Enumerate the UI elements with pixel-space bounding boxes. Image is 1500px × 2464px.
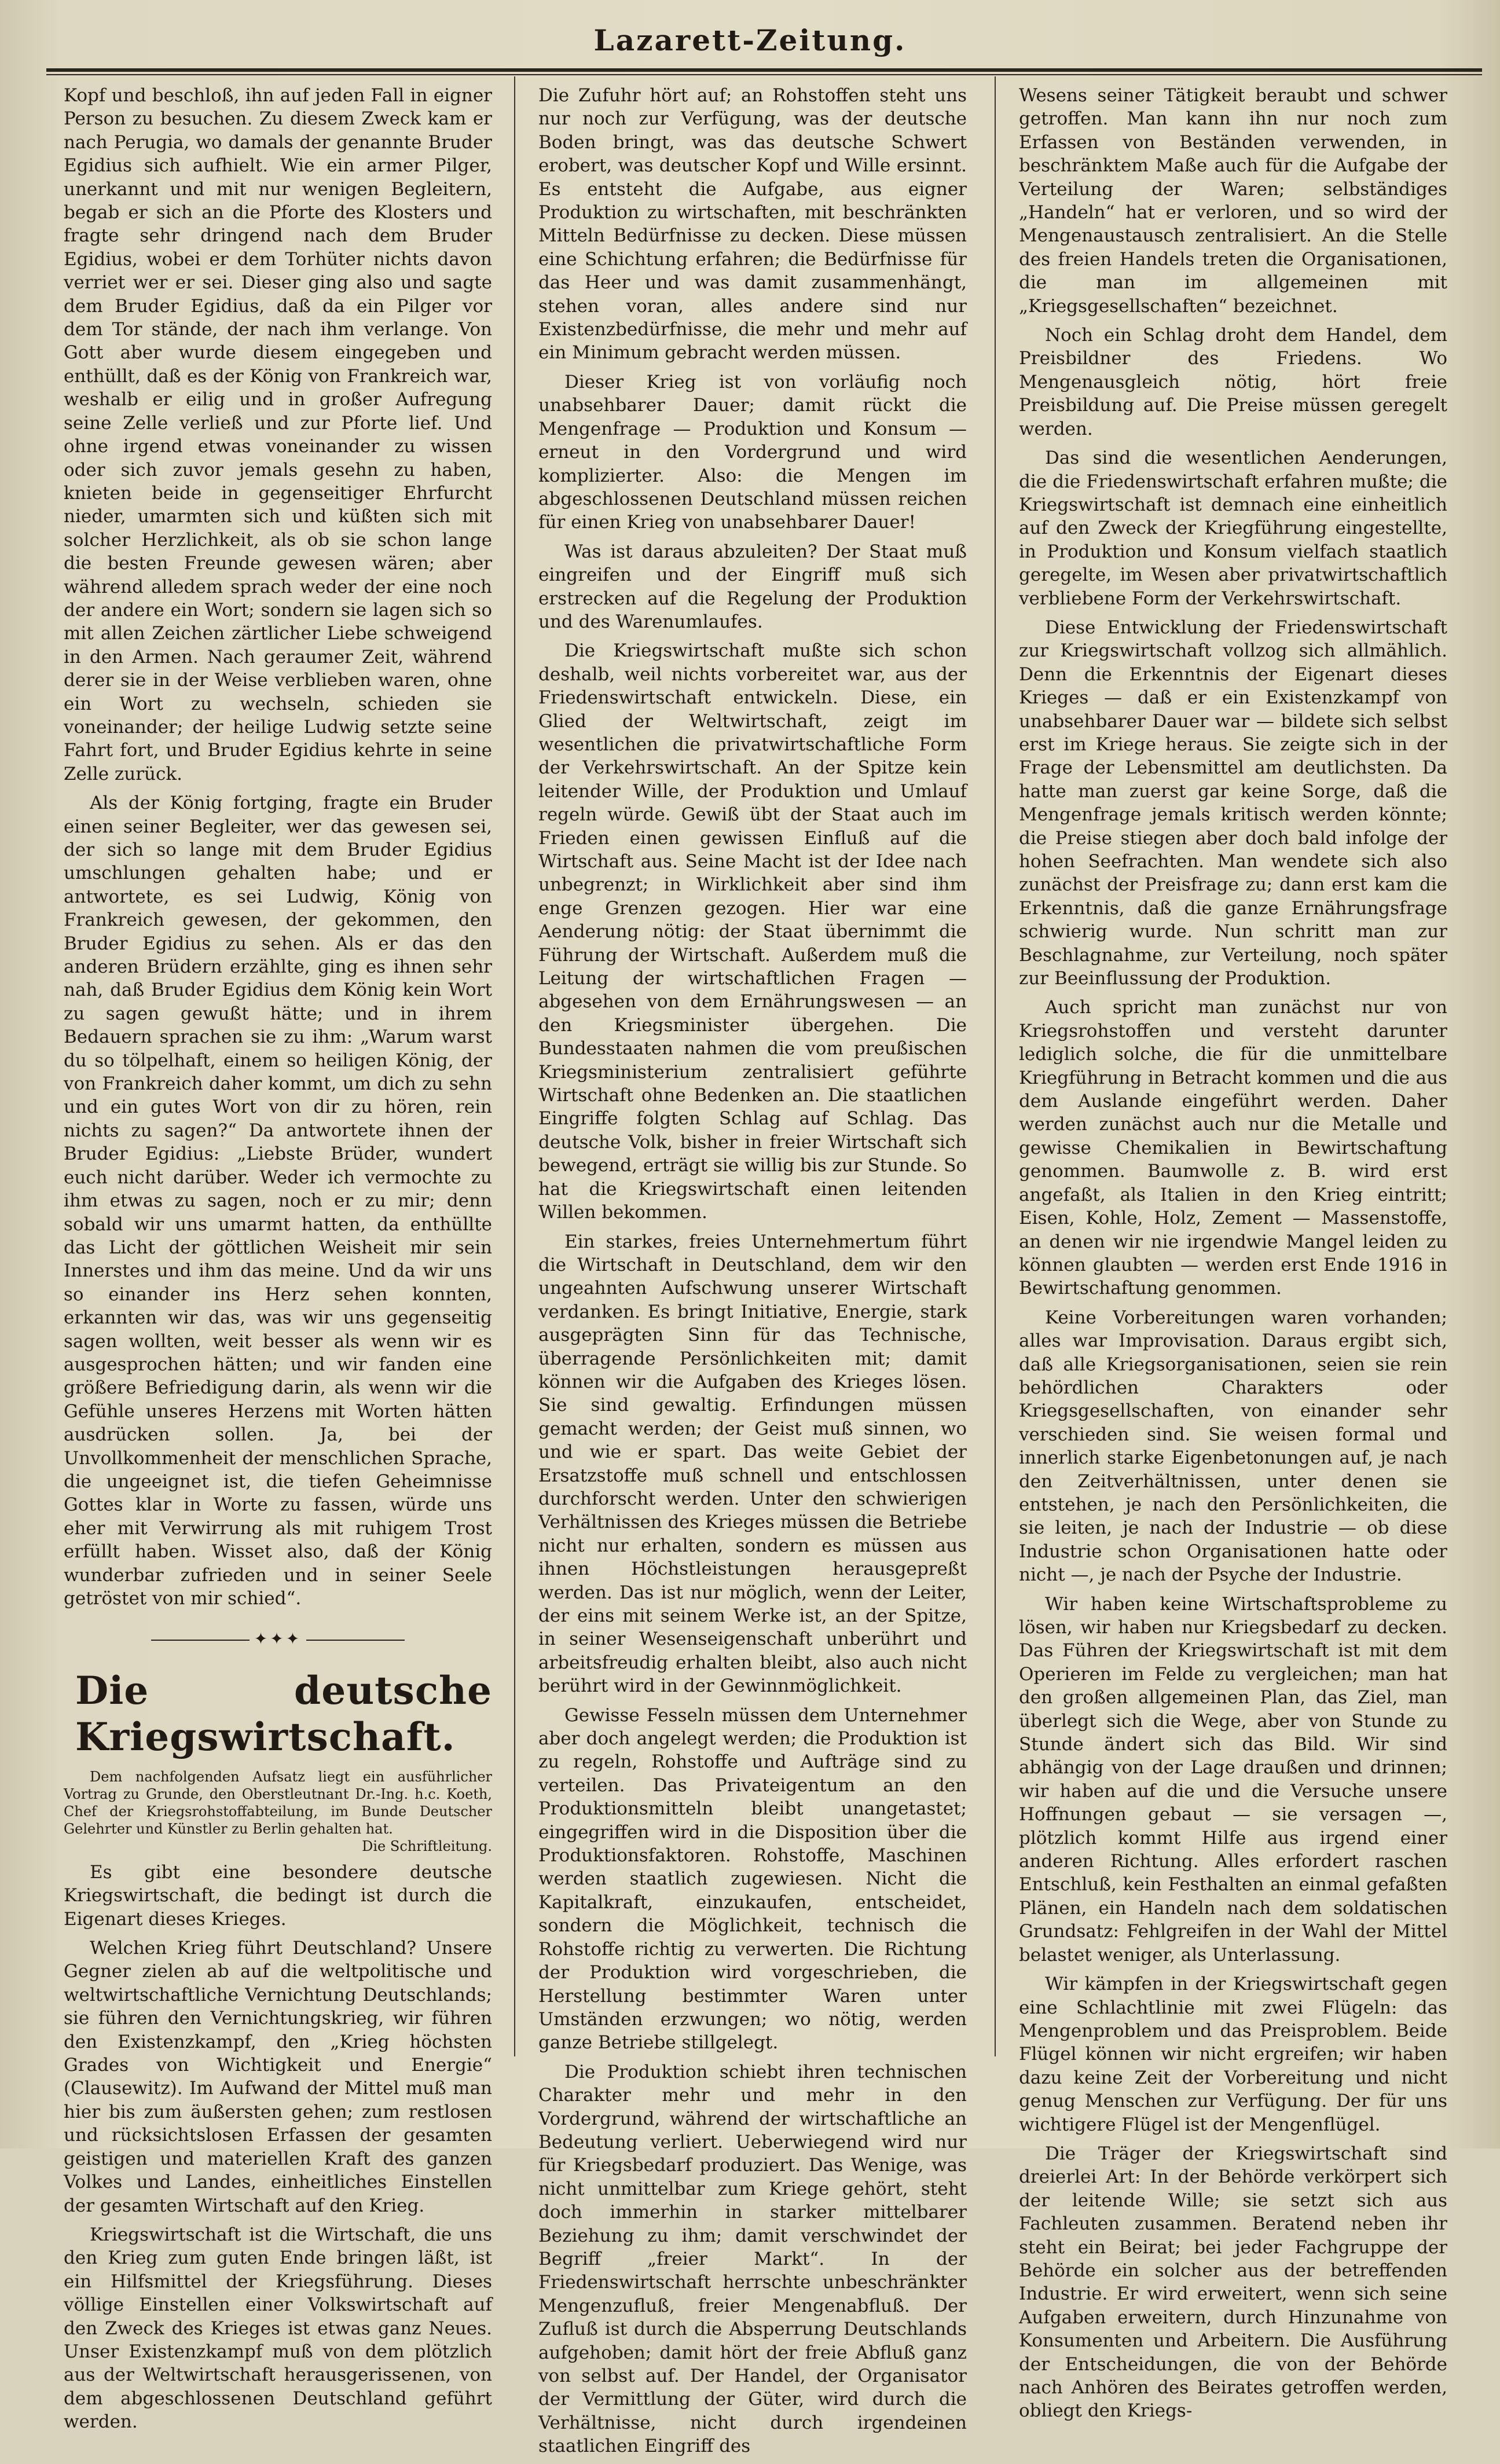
col3-paragraph-4: Diese Entwicklung der Friedenswirtschaft zur Kriegswirtschaft vollzog sich allmählich. Denn die Erkenntnis der Eigenart dieses Krieges — daß er ein Existenzkampf von unabsehbarer Dauer war — bildete sich selbst erst im Kriege heraus. Sie zeigte sich in der Frage der Lebensmittel am deutlichsten. Da hatte man zuerst gar keine Sorge, daß die Mengenfrage jemals kritisch werden könnte; die Preise stiegen aber doch bald infolge der hohen Seefrachten. Man wendete sich also zunächst der Preisfrage zu; dann erst kam die Erkenntnis, daß die ganze Ernährungsfrage schwierig wurde. Nun schritt man zur Beschlagnahme, zur Verteilung, noch später zur Beeinflussung der Produktion. (1019, 617, 1447, 989)
col2-paragraph-6: Gewisse Fesseln müssen dem Unternehmer aber doch angelegt werden; die Produktion ist zu regeln, Rohstoffe und Aufträge sind zu verteilen. Das Privateigentum an den Produktionsmitteln bleibt unangetastet; eingegriffen wird in die Disposition über die Produktionsfaktoren. Rohstoffe, Maschinen werden staatlich zugewiesen. Nicht die Kapitalkraft, einzukaufen, entscheidet, sondern die Möglichkeit, technisch die Rohstoffe richtig zu verwerten. Die Richtung der Produktion wird vorgeschrieben, die Herstellung bestimmter Waren unter Umständen erzwungen; wo nötig, werden ganze Betriebe stillgelegt. (538, 1704, 967, 2054)
col3-paragraph-3: Das sind die wesentlichen Aenderungen, die die Friedenswirtschaft erfahren mußte; die Kriegswirtschaft ist demnach eine einheitlich auf den Zweck der Kriegführung eingestellte, in Produktion und Konsum vielfach staatlich geregelte, im Wesen aber privatwirtschaftlich verbliebene Form der Verkehrswirtschaft. (1019, 448, 1447, 609)
col1-paragraph-4: Welchen Krieg führt Deutschland? Unsere Gegner zielen ab auf die weltpolitische und weltwirtschaftliche Vernichtung Deutschlands; sie führen den Vernichtungskrieg, wir führen den Existenzkampf, den „Krieg höchsten Grades von Wichtigkeit und Energie“ (Clausewitz). Im Aufwand der Mittel muß man hier bis zum äußersten gehen; zum restlosen und rücksichtslosen Erfassen der gesamten geistigen und materiellen Kraft des ganzen Volkes und Landes, einheitliches Einstellen der gesamten Wirtschaft auf den Krieg. (64, 1938, 492, 2216)
col3-paragraph-2: Noch ein Schlag droht dem Handel, dem Preisbildner des Friedens. Wo Mengenausgleich nötig, hört freie Preisbildung auf. Die Preise müssen geregelt werden. (1019, 325, 1447, 439)
col2-paragraph-5: Ein starkes, freies Unternehmertum führt die Wirtschaft in Deutschland, dem wir den ungeahnten Aufschwung unserer Wirtschaft verdanken. Es bringt Initiative, Energie, stark ausgeprägten Sinn für das Technische, überragende Persönlichkeiten mit; damit können wir die Aufgaben des Krieges lösen. Sie sind gewaltig. Erfindungen müssen gemacht werden; der Geist muß sinnen, wo und wie er spart. Das weite Gebiet der Ersatzstoffe muß schnell und entschlossen durchforscht werden. Unter den schwierigen Verhältnissen des Krieges müssen die Betriebe nicht nur erhalten, sondern es müssen aus ihnen Höchstleistungen herausgepreßt werden. Das ist nur möglich, wenn der Leiter, der eins mit seinem Werke ist, an der Spitze, in seiner Wesenseigenschaft unberührt und arbeitsfreudig erhalten bleibt, also auch nicht berührt wird in der Gewinnmöglichkeit. (538, 1231, 967, 1697)
column-divider-2 (995, 76, 996, 2056)
masthead-title: Lazarett-Zeitung. (593, 23, 907, 57)
col2-paragraph-1: Die Zufuhr hört auf; an Rohstoffen steht uns nur noch zur Verfügung, was der deutsche Boden bringt, was das deutsche Schwert erobert, was deutscher Kopf und Wille ersinnt. Es entsteht die Aufgabe, aus eigner Produktion zu wirtschaften, mit beschränkten Mitteln Bedürfnisse zu decken. Diese müssen eine Schichtung erfahren; die Bedürfnisse für das Heer und was damit zusammenhängt, stehen voran, alles andere sind nur Existenzbedürfnisse, die mehr und mehr auf ein Minimum gebracht werden müssen. (538, 85, 967, 364)
col3-paragraph-1: Wesens seiner Tätigkeit beraubt und schwer getroffen. Man kann ihn nur noch zum Erfassen von Beständen verwenden, in beschränktem Maße auch für die Aufgabe der Verteilung der Waren; selbständiges „Handeln“ hat er verloren, und so wird der Mengenaustausch zentralisiert. An die Stelle des freien Handels treten die Organisationen, die man im allgemeinen mit „Kriegsgesellschaften“ bezeichnet. (1019, 85, 1447, 317)
col3-paragraph-5: Auch spricht man zunächst nur von Kriegsrohstoffen und versteht darunter lediglich solche, die für die unmittelbare Kriegführung in Betracht kommen und die aus dem Auslande eingeführt werden. Daher werden zunächst auch nur die Metalle und gewisse Chemikalien in Bewirtschaftung genommen. Baumwolle z. B. wird erst angefaßt, als Italien in den Krieg eintritt; Eisen, Kohle, Holz, Zement — Massenstoffe, an denen wir nie irgendwie Mangel leiden zu können glaubten — werden erst Ende 1916 in Bewirtschaftung genommen. (1019, 997, 1447, 1299)
preface-text: Dem nachfolgenden Aufsatz liegt ein ausführlicher Vortrag zu Grunde, den Oberstleutnant Dr.-Ing. h.c. Koeth, Chef der Kriegsrohstoffabteilung, im Bunde Deutscher Gelehrter und Künstler zu Berlin gehalten hat. (64, 1768, 492, 1837)
col2-paragraph-4: Die Kriegswirtschaft mußte sich schon deshalb, weil nichts vorbereitet war, aus der Friedenswirtschaft entwickeln. Diese, ein Glied der Weltwirtschaft, zeigt im wesentlichen die privatwirtschaftliche Form der Verkehrswirtschaft. An der Spitze kein leitender Wille, der Produktion und Umlauf regeln würde. Gewiß übt der Staat auch im Frieden einen gewissen Einfluß auf die Wirtschaft aus. Seine Macht ist der Idee nach unbegrenzt; in Wirklichkeit aber sind ihm enge Grenzen gezogen. Hier war eine Aenderung nötig: der Staat übernimmt die Führung der Wirtschaft. Außerdem muß die Leitung der wirtschaftlichen Fragen — abgesehen von dem Ernährungswesen — an den Kriegsminister übergehen. Die Bundesstaaten nahmen die vom preußischen Kriegsministerium zentralisiert geführte Wirtschaft ohne Bedenken an. Die staatlichen Eingriffe folgten Schlag auf Schlag. Das deutsche Volk, bisher in freier Wirtschaft sich bewegend, erträgt sie willig bis zur Stunde. So hat die Kriegswirtschaft einen leitenden Willen bekommen. (538, 640, 967, 1223)
section-ornament: ✦✦✦ (64, 1627, 492, 1651)
col1-paragraph-2: Als der König fortging, fragte ein Bruder einen seiner Begleiter, wer das gewesen sei, der sich so lange mit dem Bruder Egidius umschlungen gehalten habe; und er antwortete, es sei Ludwig, König von Frankreich gewesen, der gekommen, den Bruder Egidius zu sehen. Als er das den anderen Brüdern erzählte, ging es ihnen sehr nah, daß Bruder Egidius dem König kein Wort zu sagen gewußt hätte; und in ihrem Bedauern sprachen sie zu ihm: „Warum warst du so tölpelhaft, einem so heiligen König, der von Frankreich daher kommt, um dich zu sehn und ein gutes Wort von dir zu hören, rein nichts zu sagen?“ Da antwortete ihnen der Bruder Egidius: „Liebste Brüder, wundert euch nicht darüber. Weder ich vermochte zu ihm etwas zu sagen, noch er zu mir; denn sobald wir uns umarmt hatten, da enthüllte das Licht der göttlichen Weisheit mir sein Innerstes und ihm das meine. Und da wir uns so einander ins Herz sehen konnten, erkannten wir das, was wir uns gegenseitig sagen wollten, weit besser als wenn wir es ausgesprochen hätten; und wir fanden eine größere Befriedigung darin, als wenn wir die Gefühle unseres Herzens mit Worten hätten ausdrücken sollen. Ja, bei der Unvollkommenheit der menschlichen Sprache, die ungeeignet ist, die tiefen Geheimnisse Gottes klar in Worte zu fassen, würde uns eher mit Verwirrung als mit ruhigem Trost erfüllt haben. Wisset also, daß der König wunderbar zufrieden und in seiner Seele getröstet von mir schied“. (64, 793, 492, 1609)
col3-paragraph-8: Wir kämpfen in der Kriegswirtschaft gegen eine Schlachtlinie mit zwei Flügeln: das Mengenproblem und das Preisproblem. Beide Flügel können wir nicht ergreifen; wir haben dazu keine Zeit der Vorbereitung und nicht genug Menschen zur Verfügung. Der für uns wichtigere Flügel ist der Mengenflügel. (1019, 1974, 1447, 2135)
col3-paragraph-6: Keine Vorbereitungen waren vorhanden; alles war Improvisation. Daraus ergibt sich, daß alle Kriegsorganisationen, seien sie rein behördlichen Charakters oder Kriegsgesellschaften, von einander sehr verschieden sind. Sie weisen formal und innerlich starke Eigenbetonungen auf, je nach den Zeitverhältnissen, unter denen sie entstehen, je nach den Persönlichkeiten, die sie leiten, je nach der Industrie — ob diese Industrie schon Organisationen hatte oder nicht —, je nach der Psyche der Industrie. (1019, 1307, 1447, 1586)
preface-signature: Die Schriftleitung. (362, 1838, 492, 1854)
col1-paragraph-1: Kopf und beschloß, ihn auf jeden Fall in eigner Person zu besuchen. Zu diesem Zweck kam er nach Perugia, wo damals der genannte Bruder Egidius sich aufhielt. Wie ein armer Pilger, unerkannt und mit nur wenigen Begleitern, begab er sich an die Pforte des Klosters und fragte sehr dringend nach dem Bruder Egidius, wobei er dem Torhüter nichts davon verriet wer er sei. Dieser ging also und sagte dem Bruder Egidius, daß da ein Pilger vor dem Tor stände, der nach ihm verlange. Von Gott aber wurde diesem eingegeben und enthüllt, daß es der König von Frankreich war, weshalb er eilig und in großer Aufregung seine Zelle verließ und zur Pforte lief. Und ohne irgend etwas voneinander zu wissen oder sich zuvor jemals gesehn zu haben, knieten beide in gegenseitiger Ehrfurcht nieder, umarmten sich und küßten sich mit solcher Herzlichkeit, als ob sie schon lange die besten Freunde gewesen wären; aber während alledem sprach weder der eine noch der andere ein Wort; sondern sie lagen sich so mit allen Zeichen zärtlicher Liebe schweigend in den Armen. Nach geraumer Zeit, während derer sie in der Weise verblieben waren, ohne ein Wort zu wechseln, schieden sie voneinander; der heilige Ludwig setzte seine Fahrt fort, und Bruder Egidius kehrte in seine Zelle zurück. (64, 85, 492, 784)
col2-paragraph-2: Dieser Krieg ist von vorläufig noch unabsehbarer Dauer; damit rückt die Mengenfrage — Produktion und Konsum — erneut in den Vordergrund und wird komplizierter. Also: die Mengen im abgeschlossenen Deutschland müssen reichen für einen Krieg von unabsehbarer Dauer! (538, 371, 967, 533)
header-rule (46, 68, 1482, 72)
col2-paragraph-7: Die Produktion schiebt ihren technischen Charakter mehr und mehr in den Vordergrund, während der wirtschaftliche an Bedeutung verliert. Ueberwiegend wird nur für Kriegsbedarf produziert. Das Wenige, was nicht unmittelbar zum Kriege gehört, steht doch immerhin in starker mittelbarer Beziehung zu ihm; damit verschwindet der Begriff „freier Markt“. In der Friedenswirtschaft herrschte unbeschränkter Mengenzufluß, freier Mengenabfluß. Der Zufluß ist durch die Absperrung Deutschlands aufgehoben; damit hört der freie Abfluß ganz von selbst auf. Der Handel, der Organisator der Vermittlung der Güter, wird durch die Verhältnisse, nicht durch irgendeinen staatlichen Eingriff des (538, 2061, 967, 2457)
article-headline: Die deutsche Kriegswirtschaft. (75, 1667, 492, 1759)
col2-paragraph-3: Was ist daraus abzuleiten? Der Staat muß eingreifen und der Eingriff muß sich erstrecken auf die Regelung der Produktion und des Warenumlaufes. (538, 541, 967, 632)
col1-paragraph-3: Es gibt eine besondere deutsche Kriegswirtschaft, die bedingt ist durch die Eigenart dieses Krieges. (64, 1861, 492, 1930)
col3-paragraph-7: Wir haben keine Wirtschaftsprobleme zu lösen, wir haben nur Kriegsbedarf zu decken. Das Führen der Kriegswirtschaft ist mit dem Operieren im Felde zu vergleichen; man hat den großen allgemeinen Plan, das Ziel, man überlegt sich die Wege, aber von Stunde zu Stunde ändert sich das Bild. Wir sind abhängig von der Lage draußen und drinnen; wir haben auf die und die Versuche unsere Hoffnungen gebaut — sie versagen —, plötzlich kommt Hilfe aus irgend einer anderen Richtung. Alles erfordert raschen Entschluß, kein Festhalten an einmal gefaßten Plänen, ein Handeln nach dem soldatischen Grundsatz: Fehlgreifen in der Wahl der Mittel belastet weniger, als Unterlassung. (1019, 1593, 1447, 1966)
col1-paragraph-5: Kriegswirtschaft ist die Wirtschaft, die uns den Krieg zum guten Ende bringen läßt, ist ein Hilfsmittel der Kriegsführung. Dieses völlige Einstellen einer Volkswirtschaft auf den Zweck des Krieges ist etwas ganz Neues. Unser Existenzkampf muß von dem plötzlich aus der Weltwirtschaft herausgerissenen, von dem abgeschlossenen Deutschland geführt werden. (64, 2224, 492, 2433)
column-3 (1019, 84, 1447, 2429)
column-divider-1 (514, 76, 515, 2056)
article-preface (64, 1768, 492, 1855)
column-1 (64, 84, 492, 2440)
header-rule-thin (46, 74, 1482, 75)
col3-paragraph-9: Die Träger der Kriegswirtschaft sind dreierlei Art: In der Behörde verkörpert sich der leitende Wille; sie setzt sich aus Fachleuten zusammen. Beratend neben ihr steht ein Beirat; bei jeder Fachgruppe der Behörde ein solcher aus der betreffenden Industrie. Er wird erweitert, wenn sich seine Aufgaben erweitern, durch Hinzunahme von Konsumenten und Arbeitern. Die Ausführung der Entscheidungen, die von der Behörde nach Anhören des Beirates getroffen werden, obliegt den Kriegs- (1019, 2143, 1447, 2422)
column-2 (538, 84, 967, 2464)
